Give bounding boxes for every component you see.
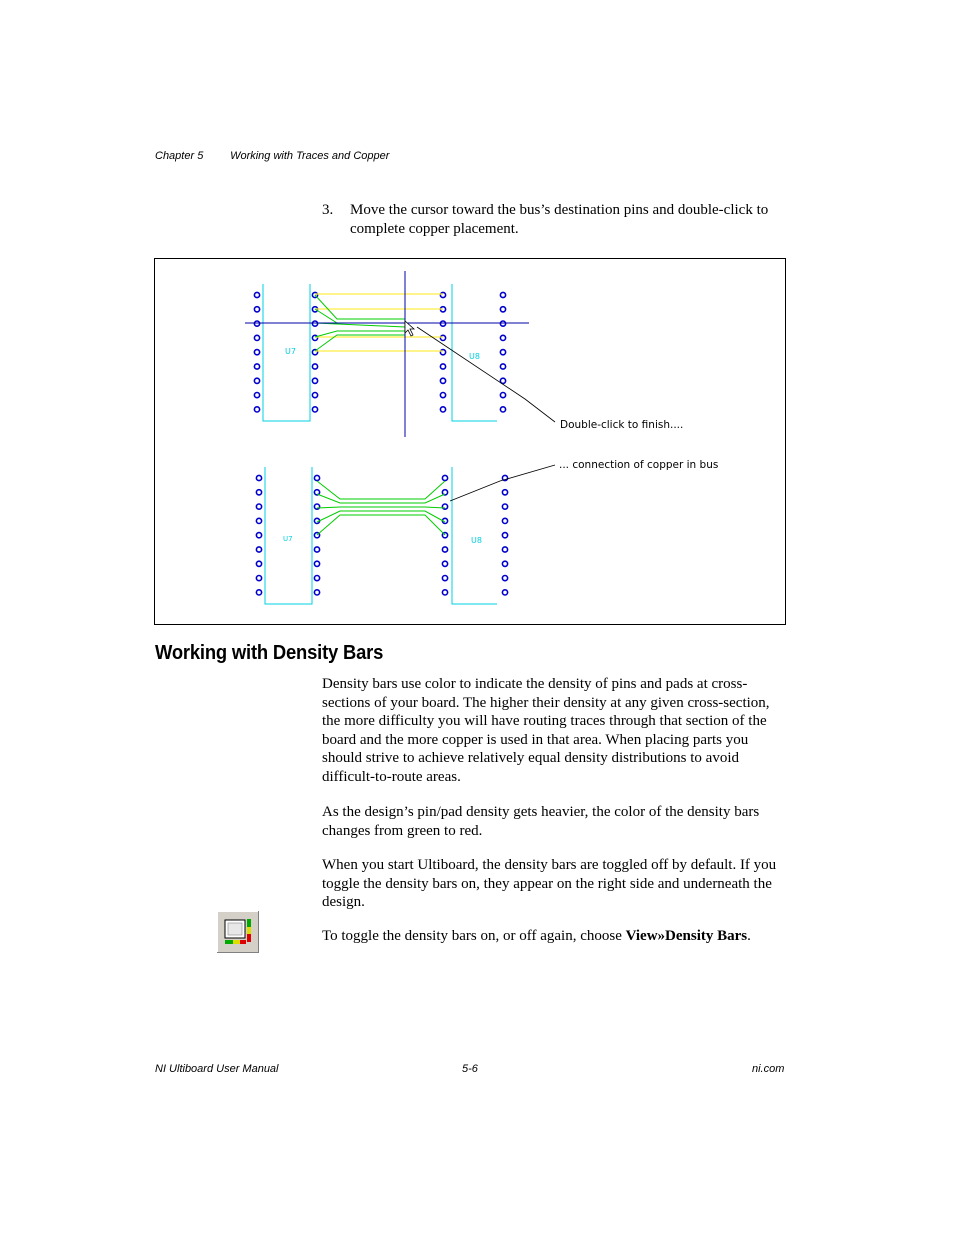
toggle-suffix: .: [747, 928, 751, 944]
pin-pad: [256, 561, 261, 566]
pin-pad: [254, 335, 259, 340]
pin-pad: [256, 504, 261, 509]
pin-pad: [314, 547, 319, 552]
pin-pad: [254, 350, 259, 355]
pin-pad: [440, 335, 445, 340]
pin-pad: [312, 378, 317, 383]
pin-pad: [442, 547, 447, 552]
pin-pad: [502, 533, 507, 538]
paragraph-1: Density bars use color to indicate the density of pins and pads at cross-sections of your board. The higher their density at any given cross-section, the more difficulty you will have routing traces through that section of the board and the more copper is used in that area. When placing parts you should strive to achieve relatively equal density distributions to avoid difficult-to-route areas.: [322, 676, 770, 785]
pin-pad: [312, 350, 317, 355]
pin-pad: [442, 475, 447, 480]
chapter-label: Chapter 5: [155, 150, 204, 162]
callout-leader-finish: [417, 327, 555, 422]
pin-pad: [500, 307, 505, 312]
pin-pad: [254, 307, 259, 312]
pin-pad: [502, 561, 507, 566]
pin-pad: [254, 407, 259, 412]
pin-pad: [256, 490, 261, 495]
pin-pad: [502, 490, 507, 495]
pin-pad: [256, 590, 261, 595]
footer-url: ni.com: [752, 1063, 785, 1075]
step-3: [322, 201, 792, 238]
pin-pad: [256, 547, 261, 552]
pin-pad: [254, 321, 259, 326]
pin-pad: [440, 350, 445, 355]
pin-pad: [314, 561, 319, 566]
bus-trace-5: [317, 515, 445, 535]
pin-pad: [314, 590, 319, 595]
top-design: [245, 271, 683, 437]
pin-pad: [502, 547, 507, 552]
toggle-instruction: [322, 927, 788, 946]
chapter-title: Working with Traces and Copper: [230, 150, 390, 162]
pin-pad: [254, 364, 259, 369]
pin-pad: [440, 292, 445, 297]
pin-pad: [256, 518, 261, 523]
pin-pad: [500, 321, 505, 326]
pin-pad: [254, 378, 259, 383]
pin-pad: [502, 590, 507, 595]
pin-pad: [256, 533, 261, 538]
page-header: [155, 150, 389, 162]
trace-4: [315, 331, 405, 337]
pin-pad: [314, 475, 319, 480]
pin-pad: [254, 393, 259, 398]
u7-label-bottom: U7: [283, 535, 293, 543]
bus-trace-1: [317, 481, 445, 499]
callout-leader-connection: [450, 465, 555, 501]
pin-pad: [440, 378, 445, 383]
pin-pad: [314, 576, 319, 581]
footer-page-number: 5-6: [462, 1063, 478, 1075]
callout-finish: Double-click to finish....: [560, 419, 684, 431]
pin-pad: [500, 364, 505, 369]
section-title: Working with Density Bars: [155, 642, 384, 664]
pin-pad: [440, 364, 445, 369]
step-number: 3.: [322, 202, 334, 218]
footer-manual: NI Ultiboard User Manual: [155, 1063, 279, 1075]
bus-trace-3: [317, 507, 445, 508]
callout-connection: ... connection of copper in bus: [559, 459, 719, 471]
trace-2: [315, 309, 405, 323]
pin-pad: [254, 292, 259, 297]
trace-3: [315, 323, 405, 327]
pin-pad: [502, 576, 507, 581]
u8-label-top: U8: [469, 352, 480, 361]
pin-pad: [500, 335, 505, 340]
menu-path: View»Density Bars: [625, 928, 748, 944]
pin-pad: [440, 407, 445, 412]
pin-pad: [500, 350, 505, 355]
u7-label-top: U7: [285, 347, 296, 356]
pin-pad: [256, 576, 261, 581]
bus-placement-figure: [154, 258, 786, 625]
pin-pad: [440, 321, 445, 326]
toggle-prefix: To toggle the density bars on, or off again, choose: [322, 928, 626, 944]
pin-pad: [312, 364, 317, 369]
pin-pad: [500, 378, 505, 383]
pin-pad: [440, 393, 445, 398]
pin-pad: [312, 393, 317, 398]
pin-pad: [312, 407, 317, 412]
pcb-diagram: [155, 259, 785, 624]
pin-pad: [502, 504, 507, 509]
pin-pad: [442, 504, 447, 509]
bottom-design: [265, 459, 718, 604]
pin-pad: [442, 576, 447, 581]
pin-pad: [256, 475, 261, 480]
pin-pad: [312, 321, 317, 326]
pin-pad: [500, 292, 505, 297]
pin-pad: [500, 393, 505, 398]
paragraph-3: When you start Ultiboard, the density bars are toggled off by default. If you toggle the density bars on, they appear on the right side and underneath the design.: [322, 857, 777, 910]
u8-label-bottom: U8: [471, 536, 482, 545]
density-bars-icon: [217, 911, 259, 953]
pin-pad: [442, 561, 447, 566]
pin-pad: [442, 590, 447, 595]
pin-pad: [502, 518, 507, 523]
paragraph-2: As the design’s pin/pad density gets heavier, the color of the density bars changes from green to red.: [322, 804, 760, 839]
step-text: Move the cursor toward the bus’s destination pins and double-click to complete copper placement.: [350, 202, 769, 237]
pin-pad: [500, 407, 505, 412]
trace-1: [315, 295, 405, 319]
